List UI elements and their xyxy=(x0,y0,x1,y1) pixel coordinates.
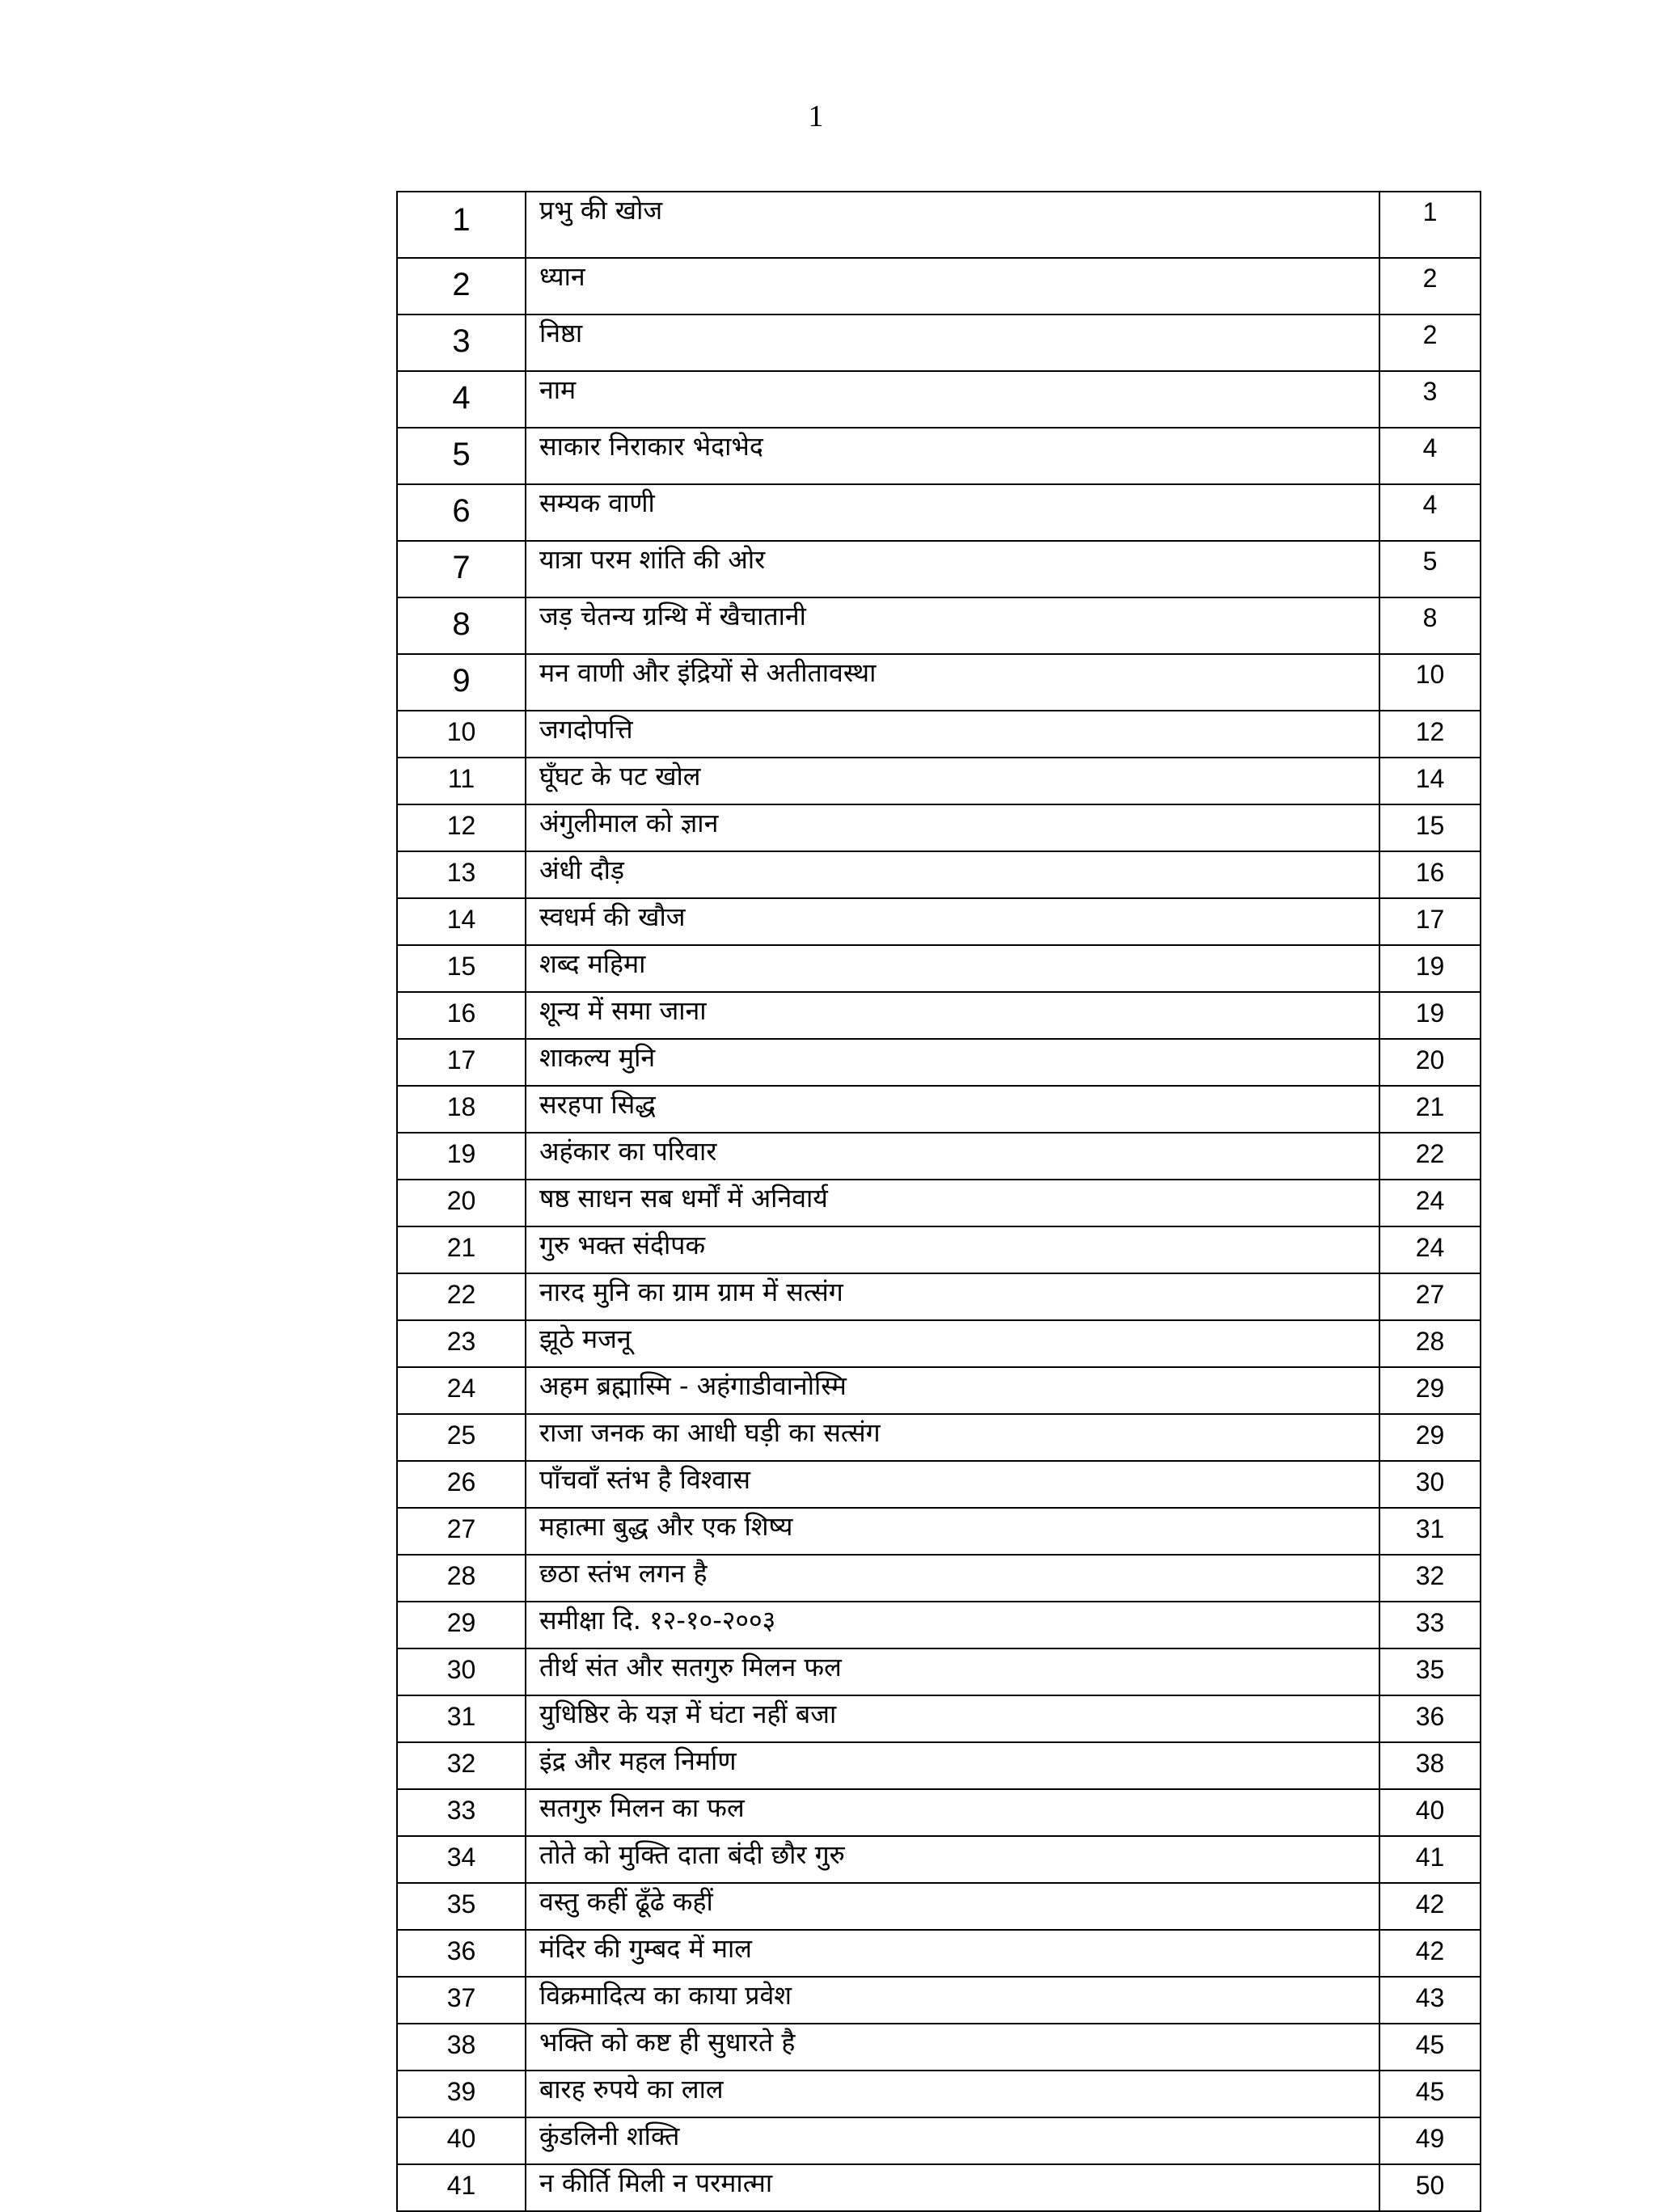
chapter-title: अंगुलीमाल को ज्ञान xyxy=(526,804,1379,851)
chapter-page: 49 xyxy=(1379,2117,1481,2164)
chapter-title: झूठे मजनू xyxy=(526,1320,1379,1367)
chapter-title: मन वाणी और इंद्रियों से अतीतावस्था xyxy=(526,654,1379,711)
table-row xyxy=(397,1977,1481,2024)
table-row xyxy=(397,428,1481,484)
table-row xyxy=(397,192,1481,258)
chapter-page: 32 xyxy=(1379,1555,1481,1602)
table-row xyxy=(397,1883,1481,1930)
chapter-number: 16 xyxy=(397,992,526,1039)
chapter-number: 41 xyxy=(397,2164,526,2211)
chapter-title: अहम ब्रह्मास्मि - अहंगाडीवानोस्मि xyxy=(526,1367,1379,1414)
chapter-title: बारह रुपये का लाल xyxy=(526,2071,1379,2117)
chapter-title: ध्यान xyxy=(526,258,1379,314)
table-row xyxy=(397,314,1481,371)
chapter-title: अंधी दौड़ xyxy=(526,851,1379,898)
chapter-title: राजा जनक का आधी घड़ी का सत्संग xyxy=(526,1414,1379,1461)
chapter-page: 43 xyxy=(1379,1977,1481,2024)
chapter-page: 2 xyxy=(1379,258,1481,314)
chapter-page: 12 xyxy=(1379,711,1481,758)
chapter-title: इंद्र और महल निर्माण xyxy=(526,1742,1379,1789)
chapter-title: अहंकार का परिवार xyxy=(526,1133,1379,1180)
chapter-number: 40 xyxy=(397,2117,526,2164)
chapter-title: नारद मुनि का ग्राम ग्राम में सत्संग xyxy=(526,1273,1379,1320)
chapter-page: 29 xyxy=(1379,1367,1481,1414)
chapter-page: 35 xyxy=(1379,1648,1481,1695)
chapter-title: तीर्थ संत और सतगुरु मिलन फल xyxy=(526,1648,1379,1695)
chapter-number: 10 xyxy=(397,711,526,758)
toc-body xyxy=(397,192,1481,2211)
chapter-number: 21 xyxy=(397,1226,526,1273)
chapter-title: समीक्षा दि. १२-१०-२००३ xyxy=(526,1602,1379,1648)
table-row xyxy=(397,758,1481,804)
table-row xyxy=(397,898,1481,945)
table-row xyxy=(397,1180,1481,1226)
chapter-page: 38 xyxy=(1379,1742,1481,1789)
table-row xyxy=(397,1555,1481,1602)
chapter-number: 30 xyxy=(397,1648,526,1695)
chapter-title: महात्मा बुद्ध और एक शिष्य xyxy=(526,1508,1379,1555)
chapter-page: 17 xyxy=(1379,898,1481,945)
chapter-page: 5 xyxy=(1379,541,1481,597)
chapter-title: यात्रा परम शांति की ओर xyxy=(526,541,1379,597)
table-row xyxy=(397,1789,1481,1836)
table-row xyxy=(397,1226,1481,1273)
chapter-page: 3 xyxy=(1379,371,1481,428)
chapter-title: स्वधर्म की खौज xyxy=(526,898,1379,945)
chapter-number: 34 xyxy=(397,1836,526,1883)
table-row xyxy=(397,1930,1481,1977)
chapter-number: 36 xyxy=(397,1930,526,1977)
chapter-number: 1 xyxy=(397,192,526,258)
chapter-page: 30 xyxy=(1379,1461,1481,1508)
chapter-page: 28 xyxy=(1379,1320,1481,1367)
chapter-number: 13 xyxy=(397,851,526,898)
chapter-page: 36 xyxy=(1379,1695,1481,1742)
chapter-page: 24 xyxy=(1379,1226,1481,1273)
chapter-page: 1 xyxy=(1379,192,1481,258)
chapter-title: सम्यक वाणी xyxy=(526,484,1379,541)
chapter-page: 14 xyxy=(1379,758,1481,804)
chapter-number: 28 xyxy=(397,1555,526,1602)
chapter-number: 8 xyxy=(397,597,526,654)
chapter-title: सतगुरु मिलन का फल xyxy=(526,1789,1379,1836)
chapter-number: 31 xyxy=(397,1695,526,1742)
chapter-number: 37 xyxy=(397,1977,526,2024)
chapter-title: वस्तु कहीं ढूँढे कहीं xyxy=(526,1883,1379,1930)
table-row xyxy=(397,992,1481,1039)
chapter-number: 32 xyxy=(397,1742,526,1789)
chapter-number: 27 xyxy=(397,1508,526,1555)
chapter-page: 42 xyxy=(1379,1930,1481,1977)
table-row xyxy=(397,371,1481,428)
chapter-title: पाँचवाँ स्तंभ है विश्वास xyxy=(526,1461,1379,1508)
chapter-number: 26 xyxy=(397,1461,526,1508)
chapter-title: जड़ चेतन्य ग्रन्थि में खैचातानी xyxy=(526,597,1379,654)
chapter-title: जगदोपत्ति xyxy=(526,711,1379,758)
table-row xyxy=(397,1461,1481,1508)
table-row xyxy=(397,1039,1481,1086)
chapter-page: 41 xyxy=(1379,1836,1481,1883)
chapter-number: 6 xyxy=(397,484,526,541)
table-row xyxy=(397,1414,1481,1461)
table-of-contents xyxy=(396,191,1481,2212)
chapter-page: 27 xyxy=(1379,1273,1481,1320)
chapter-title: साकार निराकार भेदाभेद xyxy=(526,428,1379,484)
chapter-number: 23 xyxy=(397,1320,526,1367)
chapter-number: 18 xyxy=(397,1086,526,1133)
table-row xyxy=(397,1133,1481,1180)
table-row xyxy=(397,2164,1481,2211)
table-row xyxy=(397,945,1481,992)
table-row xyxy=(397,597,1481,654)
chapter-title: भक्ति को कष्ट ही सुधारते है xyxy=(526,2024,1379,2071)
chapter-page: 4 xyxy=(1379,484,1481,541)
chapter-number: 4 xyxy=(397,371,526,428)
chapter-title: न कीर्ति मिली न परमात्मा xyxy=(526,2164,1379,2211)
chapter-title: युधिष्ठिर के यज्ञ में घंटा नहीं बजा xyxy=(526,1695,1379,1742)
chapter-page: 29 xyxy=(1379,1414,1481,1461)
chapter-page: 20 xyxy=(1379,1039,1481,1086)
chapter-number: 22 xyxy=(397,1273,526,1320)
chapter-page: 22 xyxy=(1379,1133,1481,1180)
chapter-title: गुरु भक्त संदीपक xyxy=(526,1226,1379,1273)
chapter-title: प्रभु की खोज xyxy=(526,192,1379,258)
chapter-title: शाकल्य मुनि xyxy=(526,1039,1379,1086)
chapter-number: 20 xyxy=(397,1180,526,1226)
chapter-title: निष्ठा xyxy=(526,314,1379,371)
chapter-page: 45 xyxy=(1379,2071,1481,2117)
chapter-page: 24 xyxy=(1379,1180,1481,1226)
chapter-number: 2 xyxy=(397,258,526,314)
chapter-title: शब्द महिमा xyxy=(526,945,1379,992)
table-row xyxy=(397,258,1481,314)
chapter-number: 7 xyxy=(397,541,526,597)
chapter-number: 14 xyxy=(397,898,526,945)
table-row xyxy=(397,711,1481,758)
chapter-number: 38 xyxy=(397,2024,526,2071)
table-row xyxy=(397,654,1481,711)
chapter-page: 50 xyxy=(1379,2164,1481,2211)
table-row xyxy=(397,484,1481,541)
chapter-page: 42 xyxy=(1379,1883,1481,1930)
chapter-number: 3 xyxy=(397,314,526,371)
table-row xyxy=(397,804,1481,851)
chapter-title: कुंडलिनी शक्ति xyxy=(526,2117,1379,2164)
chapter-number: 9 xyxy=(397,654,526,711)
chapter-page: 15 xyxy=(1379,804,1481,851)
chapter-page: 31 xyxy=(1379,1508,1481,1555)
table-row xyxy=(397,1086,1481,1133)
table-row xyxy=(397,851,1481,898)
table-row xyxy=(397,1320,1481,1367)
table-row xyxy=(397,2024,1481,2071)
chapter-number: 12 xyxy=(397,804,526,851)
chapter-number: 39 xyxy=(397,2071,526,2117)
table-row xyxy=(397,1742,1481,1789)
table-row xyxy=(397,1367,1481,1414)
chapter-number: 24 xyxy=(397,1367,526,1414)
chapter-page: 33 xyxy=(1379,1602,1481,1648)
chapter-title: नाम xyxy=(526,371,1379,428)
table-row xyxy=(397,2117,1481,2164)
chapter-page: 16 xyxy=(1379,851,1481,898)
table-row xyxy=(397,2071,1481,2117)
table-row xyxy=(397,541,1481,597)
chapter-number: 29 xyxy=(397,1602,526,1648)
table-row xyxy=(397,1695,1481,1742)
chapter-number: 11 xyxy=(397,758,526,804)
chapter-number: 5 xyxy=(397,428,526,484)
chapter-title: षष्ठ साधन सब धर्मों में अनिवार्य xyxy=(526,1180,1379,1226)
chapter-page: 19 xyxy=(1379,992,1481,1039)
chapter-title: मंदिर की गुम्बद में माल xyxy=(526,1930,1379,1977)
chapter-number: 35 xyxy=(397,1883,526,1930)
chapter-page: 40 xyxy=(1379,1789,1481,1836)
chapter-page: 10 xyxy=(1379,654,1481,711)
chapter-page: 4 xyxy=(1379,428,1481,484)
table-row xyxy=(397,1273,1481,1320)
chapter-number: 33 xyxy=(397,1789,526,1836)
table-row xyxy=(397,1648,1481,1695)
chapter-title: तोते को मुक्ति दाता बंदी छौर गुरु xyxy=(526,1836,1379,1883)
chapter-page: 2 xyxy=(1379,314,1481,371)
chapter-title: घूँघट के पट खोल xyxy=(526,758,1379,804)
chapter-page: 19 xyxy=(1379,945,1481,992)
chapter-number: 19 xyxy=(397,1133,526,1180)
table-row xyxy=(397,1508,1481,1555)
chapter-page: 8 xyxy=(1379,597,1481,654)
chapter-title: शून्य में समा जाना xyxy=(526,992,1379,1039)
chapter-title: विक्रमादित्य का काया प्रवेश xyxy=(526,1977,1379,2024)
chapter-number: 17 xyxy=(397,1039,526,1086)
chapter-number: 15 xyxy=(397,945,526,992)
page-number: 1 xyxy=(808,99,824,133)
chapter-title: छठा स्तंभ लगन है xyxy=(526,1555,1379,1602)
chapter-title: सरहपा सिद्ध xyxy=(526,1086,1379,1133)
chapter-page: 45 xyxy=(1379,2024,1481,2071)
chapter-number: 25 xyxy=(397,1414,526,1461)
table-row xyxy=(397,1836,1481,1883)
table-row xyxy=(397,1602,1481,1648)
chapter-page: 21 xyxy=(1379,1086,1481,1133)
